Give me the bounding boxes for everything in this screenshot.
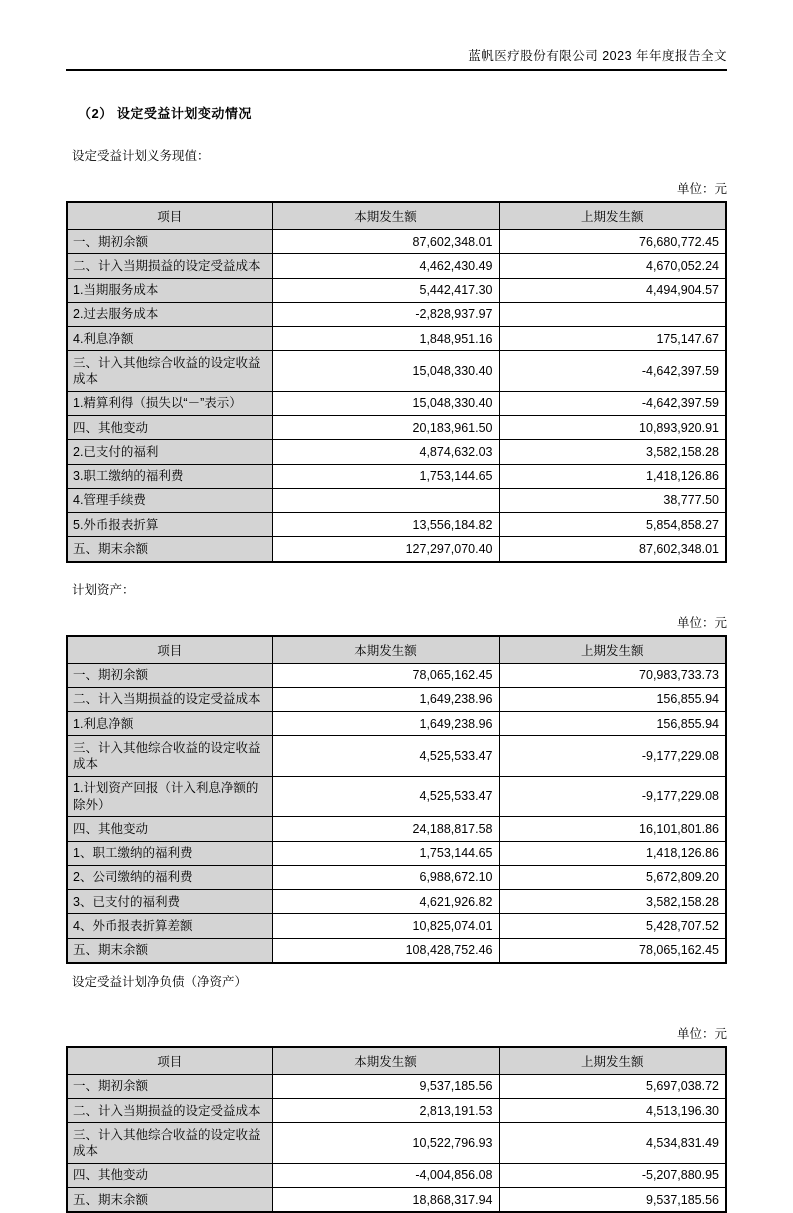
report-title: 蓝帆医疗股份有限公司 2023 年年度报告全文 <box>468 49 727 63</box>
value-cell: 5,442,417.30 <box>272 278 499 302</box>
item-cell: 一、期初余额 <box>67 663 272 687</box>
value-cell: 4,525,533.47 <box>272 776 499 817</box>
item-cell: 四、其他变动 <box>67 416 272 440</box>
table-row <box>67 416 726 440</box>
table-row <box>67 302 726 326</box>
value-cell: 3,582,158.28 <box>499 440 726 464</box>
value-cell: 1,753,144.65 <box>272 841 499 865</box>
item-cell: 1.精算利得（损失以“－”表示） <box>67 391 272 415</box>
table-header-row <box>67 1047 726 1075</box>
value-cell: 4,874,632.03 <box>272 440 499 464</box>
value-cell: 78,065,162.45 <box>272 663 499 687</box>
item-cell: 4.利息净额 <box>67 327 272 351</box>
net-liability-table <box>66 1046 727 1213</box>
item-cell: 1.当期服务成本 <box>67 278 272 302</box>
table-row <box>67 712 726 736</box>
item-cell: 二、计入当期损益的设定受益成本 <box>67 687 272 711</box>
value-cell: 18,868,317.94 <box>272 1188 499 1213</box>
item-cell: 3、已支付的福利费 <box>67 890 272 914</box>
item-cell: 三、计入其他综合收益的设定收益成本 <box>67 351 272 392</box>
value-cell: 175,147.67 <box>499 327 726 351</box>
table-row <box>67 440 726 464</box>
table-row <box>67 1099 726 1123</box>
item-cell: 一、期初余额 <box>67 1074 272 1098</box>
value-cell: 127,297,070.40 <box>272 537 499 562</box>
column-header-current: 本期发生额 <box>272 202 499 230</box>
value-cell: -9,177,229.08 <box>499 776 726 817</box>
column-header-prior: 上期发生额 <box>499 202 726 230</box>
item-cell: 2、公司缴纳的福利费 <box>67 865 272 889</box>
value-cell: 78,065,162.45 <box>499 938 726 963</box>
value-cell: 1,649,238.96 <box>272 687 499 711</box>
table-caption-obligation: 设定受益计划义务现值： <box>72 149 210 163</box>
value-cell: 4,494,904.57 <box>499 278 726 302</box>
column-header-item: 项目 <box>67 1047 272 1075</box>
value-cell <box>499 302 726 326</box>
item-cell: 三、计入其他综合收益的设定收益成本 <box>67 1123 272 1164</box>
table-row <box>67 537 726 562</box>
table-row <box>67 817 726 841</box>
table-header-row <box>67 202 726 230</box>
value-cell: 24,188,817.58 <box>272 817 499 841</box>
table-row <box>67 663 726 687</box>
value-cell: 87,602,348.01 <box>272 230 499 254</box>
item-cell: 2.已支付的福利 <box>67 440 272 464</box>
value-cell: 5,854,858.27 <box>499 513 726 537</box>
table-row <box>67 230 726 254</box>
value-cell: 4,525,533.47 <box>272 736 499 777</box>
value-cell: 3,582,158.28 <box>499 890 726 914</box>
value-cell: 10,893,920.91 <box>499 416 726 440</box>
value-cell: -4,642,397.59 <box>499 351 726 392</box>
table-row <box>67 254 726 278</box>
value-cell: 1,649,238.96 <box>272 712 499 736</box>
value-cell: 1,848,951.16 <box>272 327 499 351</box>
table-caption-net-liability: 设定受益计划净负债（净资产） <box>72 974 248 989</box>
column-header-prior: 上期发生额 <box>499 636 726 664</box>
table-row <box>67 776 726 817</box>
table-row <box>67 890 726 914</box>
table-row <box>67 1163 726 1187</box>
table-row <box>67 1123 726 1164</box>
item-cell: 一、期初余额 <box>67 230 272 254</box>
value-cell: 156,855.94 <box>499 712 726 736</box>
table-row <box>67 914 726 938</box>
item-cell: 五、期末余额 <box>67 938 272 963</box>
table-row <box>67 464 726 488</box>
value-cell: 15,048,330.40 <box>272 391 499 415</box>
item-cell: 3.职工缴纳的福利费 <box>67 464 272 488</box>
item-cell: 1、职工缴纳的福利费 <box>67 841 272 865</box>
document-header <box>66 46 727 71</box>
table-row <box>67 865 726 889</box>
table-header-row <box>67 636 726 664</box>
value-cell: 4,534,831.49 <box>499 1123 726 1164</box>
table-row <box>67 687 726 711</box>
value-cell: 20,183,961.50 <box>272 416 499 440</box>
column-header-item: 项目 <box>67 636 272 664</box>
value-cell: 10,825,074.01 <box>272 914 499 938</box>
value-cell: -2,828,937.97 <box>272 302 499 326</box>
section-heading: （2） 设定受益计划变动情况 <box>78 106 252 121</box>
value-cell: 5,697,038.72 <box>499 1074 726 1098</box>
value-cell: 6,988,672.10 <box>272 865 499 889</box>
value-cell: 1,418,126.86 <box>499 464 726 488</box>
item-cell: 1.计划资产回报（计入利息净额的除外） <box>67 776 272 817</box>
value-cell: 10,522,796.93 <box>272 1123 499 1164</box>
value-cell: 5,428,707.52 <box>499 914 726 938</box>
item-cell: 四、其他变动 <box>67 1163 272 1187</box>
value-cell: 4,670,052.24 <box>499 254 726 278</box>
plan-assets-table <box>66 635 727 964</box>
value-cell: 2,813,191.53 <box>272 1099 499 1123</box>
table-row <box>67 1074 726 1098</box>
item-cell: 五、期末余额 <box>67 1188 272 1213</box>
value-cell: 9,537,185.56 <box>499 1188 726 1213</box>
table-row <box>67 278 726 302</box>
value-cell: 4,621,926.82 <box>272 890 499 914</box>
column-header-current: 本期发生额 <box>272 636 499 664</box>
table-row <box>67 513 726 537</box>
item-cell: 五、期末余额 <box>67 537 272 562</box>
value-cell <box>272 488 499 512</box>
item-cell: 二、计入当期损益的设定受益成本 <box>67 254 272 278</box>
benefit-obligation-table <box>66 201 727 563</box>
value-cell: 16,101,801.86 <box>499 817 726 841</box>
value-cell: 13,556,184.82 <box>272 513 499 537</box>
item-cell: 1.利息净额 <box>67 712 272 736</box>
value-cell: 1,418,126.86 <box>499 841 726 865</box>
value-cell: -4,004,856.08 <box>272 1163 499 1187</box>
value-cell: -4,642,397.59 <box>499 391 726 415</box>
value-cell: 4,513,196.30 <box>499 1099 726 1123</box>
value-cell: 70,983,733.73 <box>499 663 726 687</box>
unit-label: 单位：元 <box>676 1026 727 1041</box>
column-header-prior: 上期发生额 <box>499 1047 726 1075</box>
value-cell: 108,428,752.46 <box>272 938 499 963</box>
item-cell: 四、其他变动 <box>67 817 272 841</box>
item-cell: 4、外币报表折算差额 <box>67 914 272 938</box>
value-cell: 5,672,809.20 <box>499 865 726 889</box>
value-cell: -5,207,880.95 <box>499 1163 726 1187</box>
value-cell: 76,680,772.45 <box>499 230 726 254</box>
value-cell: 87,602,348.01 <box>499 537 726 562</box>
table-row <box>67 488 726 512</box>
item-cell: 5.外币报表折算 <box>67 513 272 537</box>
item-cell: 二、计入当期损益的设定受益成本 <box>67 1099 272 1123</box>
table-caption-plan-assets: 计划资产： <box>72 582 135 597</box>
column-header-item: 项目 <box>67 202 272 230</box>
value-cell: -9,177,229.08 <box>499 736 726 777</box>
value-cell: 9,537,185.56 <box>272 1074 499 1098</box>
table-row <box>67 1188 726 1213</box>
value-cell: 156,855.94 <box>499 687 726 711</box>
item-cell: 三、计入其他综合收益的设定收益成本 <box>67 736 272 777</box>
item-cell: 2.过去服务成本 <box>67 302 272 326</box>
table-row <box>67 351 726 392</box>
unit-label: 单位：元 <box>676 615 727 630</box>
column-header-current: 本期发生额 <box>272 1047 499 1075</box>
table-row <box>67 736 726 777</box>
item-cell: 4.管理手续费 <box>67 488 272 512</box>
unit-label: 单位：元 <box>676 182 727 196</box>
value-cell: 38,777.50 <box>499 488 726 512</box>
value-cell: 1,753,144.65 <box>272 464 499 488</box>
table-row <box>67 938 726 963</box>
value-cell: 4,462,430.49 <box>272 254 499 278</box>
table-row <box>67 327 726 351</box>
table-row <box>67 391 726 415</box>
table-row <box>67 841 726 865</box>
value-cell: 15,048,330.40 <box>272 351 499 392</box>
